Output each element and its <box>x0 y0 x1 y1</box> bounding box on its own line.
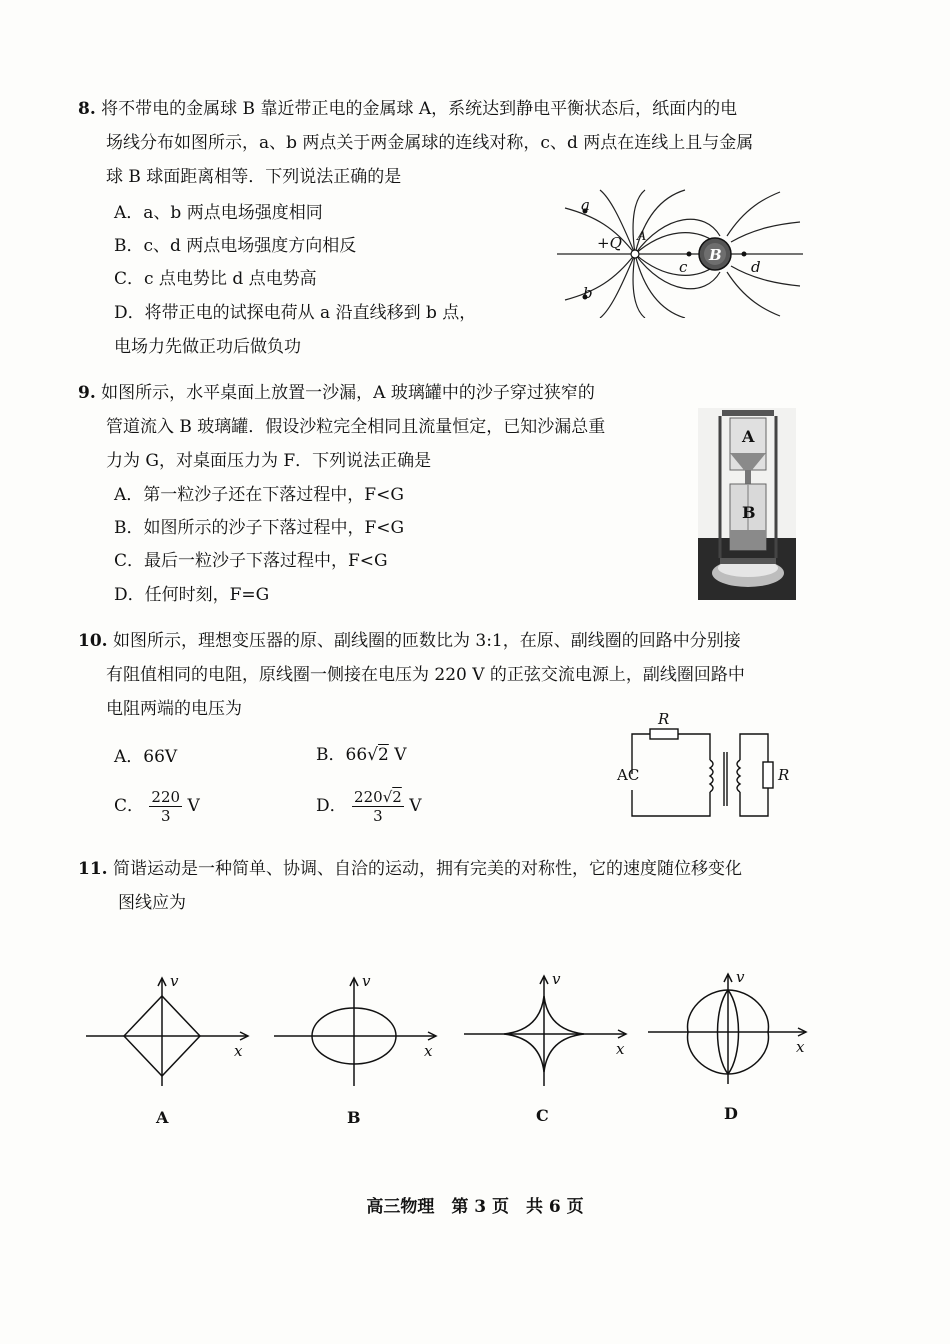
q11-line1: 简谐运动是一种简单、协调、自洽的运动，拥有完美的对称性，它的速度随位移变化 <box>112 859 742 879</box>
q8-option-a: A．a、b 两点电场强度相同 <box>114 203 323 223</box>
q10-text-line1 <box>78 624 741 658</box>
q8-line1: 将不带电的金属球 B 靠近带正电的金属球 A，系统达到静电平衡状态后，纸面内的电 <box>101 99 738 119</box>
q9-line3: 力为 G，对桌面压力为 F．下列说法正确是 <box>106 451 432 471</box>
q10-option-d: D． $\frac{220√2}{3}$ V <box>316 788 422 825</box>
q11-text-line1 <box>78 852 742 886</box>
q8-line3: 球 B 球面距离相等．下列说法正确的是 <box>106 167 402 187</box>
q11-graph-b-label: B <box>347 1108 361 1127</box>
point-b-label: b <box>583 284 593 302</box>
q8-number: 8. <box>78 99 96 119</box>
q9-option-d: D．任何时刻，F=G <box>114 585 270 605</box>
q9-number: 9. <box>78 383 96 403</box>
q8-option-b: B．c、d 两点电场强度方向相反 <box>114 236 357 256</box>
sphere-a-label: A <box>637 229 647 244</box>
q10-option-c: C． $\frac{220}{3}$ V <box>114 788 200 825</box>
q11-graph-a <box>84 968 254 1093</box>
q9-option-a: A．第一粒沙子还在下落过程中，F<G <box>114 485 404 505</box>
q11-line2: 图线应为 <box>118 893 186 913</box>
sphere-a-icon <box>631 250 639 258</box>
q11-graph-b <box>272 968 442 1093</box>
q9-line1: 如图所示，水平桌面上放置一沙漏，A 玻璃罐中的沙子穿过狭窄的 <box>101 383 595 403</box>
q11-graph-d-label: D <box>724 1104 738 1123</box>
q9-line2: 管道流入 B 玻璃罐．假设沙粒完全相同且流量恒定，已知沙漏总重 <box>106 417 606 437</box>
q8-line2: 场线分布如图所示，a、b 两点关于两金属球的连线对称，c、d 两点在连线上且与金属 <box>106 133 754 153</box>
graph-c-v-label: v <box>552 970 561 988</box>
q9-option-c: C．最后一粒沙子下落过程中，F<G <box>114 551 388 571</box>
q10-transformer-circuit <box>612 712 802 822</box>
q8-field-lines-figure <box>555 188 805 318</box>
q10-number: 10. <box>78 631 108 651</box>
q10-line3: 电阻两端的电压为 <box>106 699 242 719</box>
q11-graph-c <box>462 968 632 1093</box>
q10-line2: 有阻值相同的电阻，原线圈一侧接在电压为 220 V 的正弦交流电源上，副线圈回路中 <box>106 665 745 685</box>
graph-b-x-label: x <box>424 1042 433 1060</box>
resistor-primary-icon <box>650 729 678 739</box>
graph-c-x-label: x <box>616 1040 625 1058</box>
q8-option-d-cont: 电场力先做正功后做负功 <box>114 337 301 357</box>
point-a-label: a <box>581 196 590 214</box>
graph-d-x-label: x <box>796 1038 805 1056</box>
q9-hourglass-photo <box>698 408 796 600</box>
graph-b-v-label: v <box>362 972 371 990</box>
graph-d-v-label: v <box>736 968 745 986</box>
q10-option-b: B．66√2 V <box>316 745 407 765</box>
resistor-primary-label: R <box>658 712 670 728</box>
resistor-secondary-label: R <box>778 766 790 784</box>
jar-a-label: A <box>742 427 755 446</box>
sphere-b-label: B <box>709 246 722 264</box>
q11-number: 11. <box>78 859 108 879</box>
q8-option-d: D．将带正电的试探电荷从 a 沿直线移到 b 点， <box>114 303 477 323</box>
graph-a-x-label: x <box>234 1042 243 1060</box>
resistor-secondary-icon <box>763 762 773 788</box>
page-footer: 高三物理 第 3 页 共 6 页 <box>366 1197 584 1217</box>
q10-option-a: A．66V <box>114 747 178 767</box>
q11-graph-c-label: C <box>536 1106 549 1125</box>
charge-label: +Q <box>597 234 622 252</box>
q8-text-line1 <box>78 92 737 126</box>
ac-source-label: AC <box>617 766 640 784</box>
q9-text-line1 <box>78 376 595 410</box>
q10-line1: 如图所示，理想变压器的原、副线圈的匝数比为 3:1，在原、副线圈的回路中分别接 <box>112 631 741 651</box>
point-c-label: c <box>679 258 688 276</box>
q8-option-c: C．c 点电势比 d 点电势高 <box>114 269 317 289</box>
q11-graph-d <box>646 966 816 1091</box>
point-d-label: d <box>751 258 761 276</box>
q11-graph-a-label: A <box>156 1108 169 1127</box>
graph-a-v-label: v <box>170 972 179 990</box>
q9-option-b: B．如图所示的沙子下落过程中，F<G <box>114 518 405 538</box>
jar-b-label: B <box>742 503 756 522</box>
